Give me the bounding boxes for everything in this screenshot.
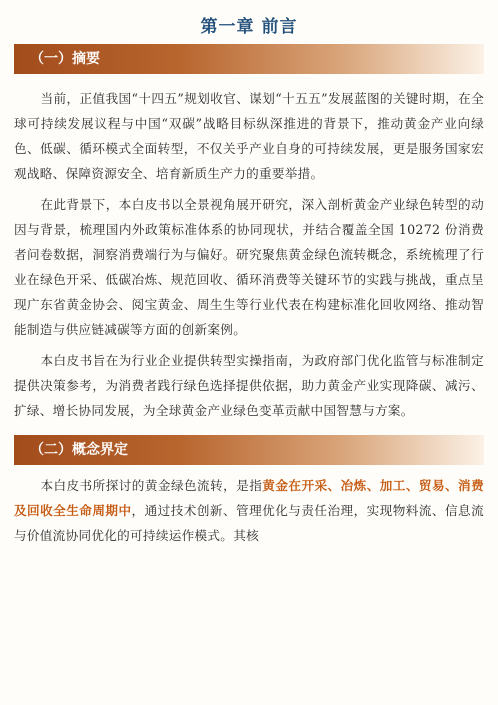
section-heading-definition: （二）概念界定: [14, 435, 484, 465]
definition-highlight: 黄金在开采、冶炼、加工、贸易、消费及回收全生命周期中: [14, 478, 484, 518]
definition-text-after: ，通过技术创新、管理优化与责任治理，实现物料流、信息流与价值流协同优化的可持续运作模式。其核: [14, 503, 484, 543]
abstract-paragraph-2: 在此背景下，本白皮书以全景视角展开研究，深入剖析黄金产业绿色转型的动因与背景，梳理国内外政策标准体系的协同现状，并结合覆盖全国 10272 份消费者问卷数据，洞察消费端行为与偏好。研究聚焦黄金绿色流转概念，系统梳理了行业在绿色开采、低碳冶炼、规范回收、循环消费等关键环节的实践与挑战，重点呈现广东省黄金协会、阅宝黄金、周生生等行业代表在构建标准化回收网络、推动智能制造与供应链减碳等方面的创新案例。: [14, 197, 484, 337]
abstract-body: [14, 86, 484, 423]
abstract-paragraph-3: 本白皮书旨在为行业企业提供转型实操指南，为政府部门优化监管与标准制定提供决策参考，为消费者践行绿色选择提供依据，助力黄金产业实现降碳、减污、扩绿、增长协同发展，为全球黄金产业绿色变革贡献中国智慧与方案。: [14, 353, 484, 418]
section-heading-abstract: （一）摘要: [14, 44, 484, 74]
definition-paragraph: [14, 473, 484, 548]
abstract-paragraph-1: 当前，正值我国“十四五”规划收官、谋划“十五五”发展蓝图的关键时期，在全球可持续发展议程与中国“双碳”战略目标纵深推进的背景下，推动黄金产业向绿色、低碳、循环模式全面转型，不仅关乎产业自身的可持续发展，更是服务国家宏观战略、保障资源安全、培育新质生产力的重要举措。: [14, 91, 484, 181]
chapter-title: 第一章 前言: [200, 17, 298, 37]
definition-text-before: 本白皮书所探讨的黄金绿色流转，是指: [40, 478, 263, 493]
definition-body: [14, 473, 484, 548]
